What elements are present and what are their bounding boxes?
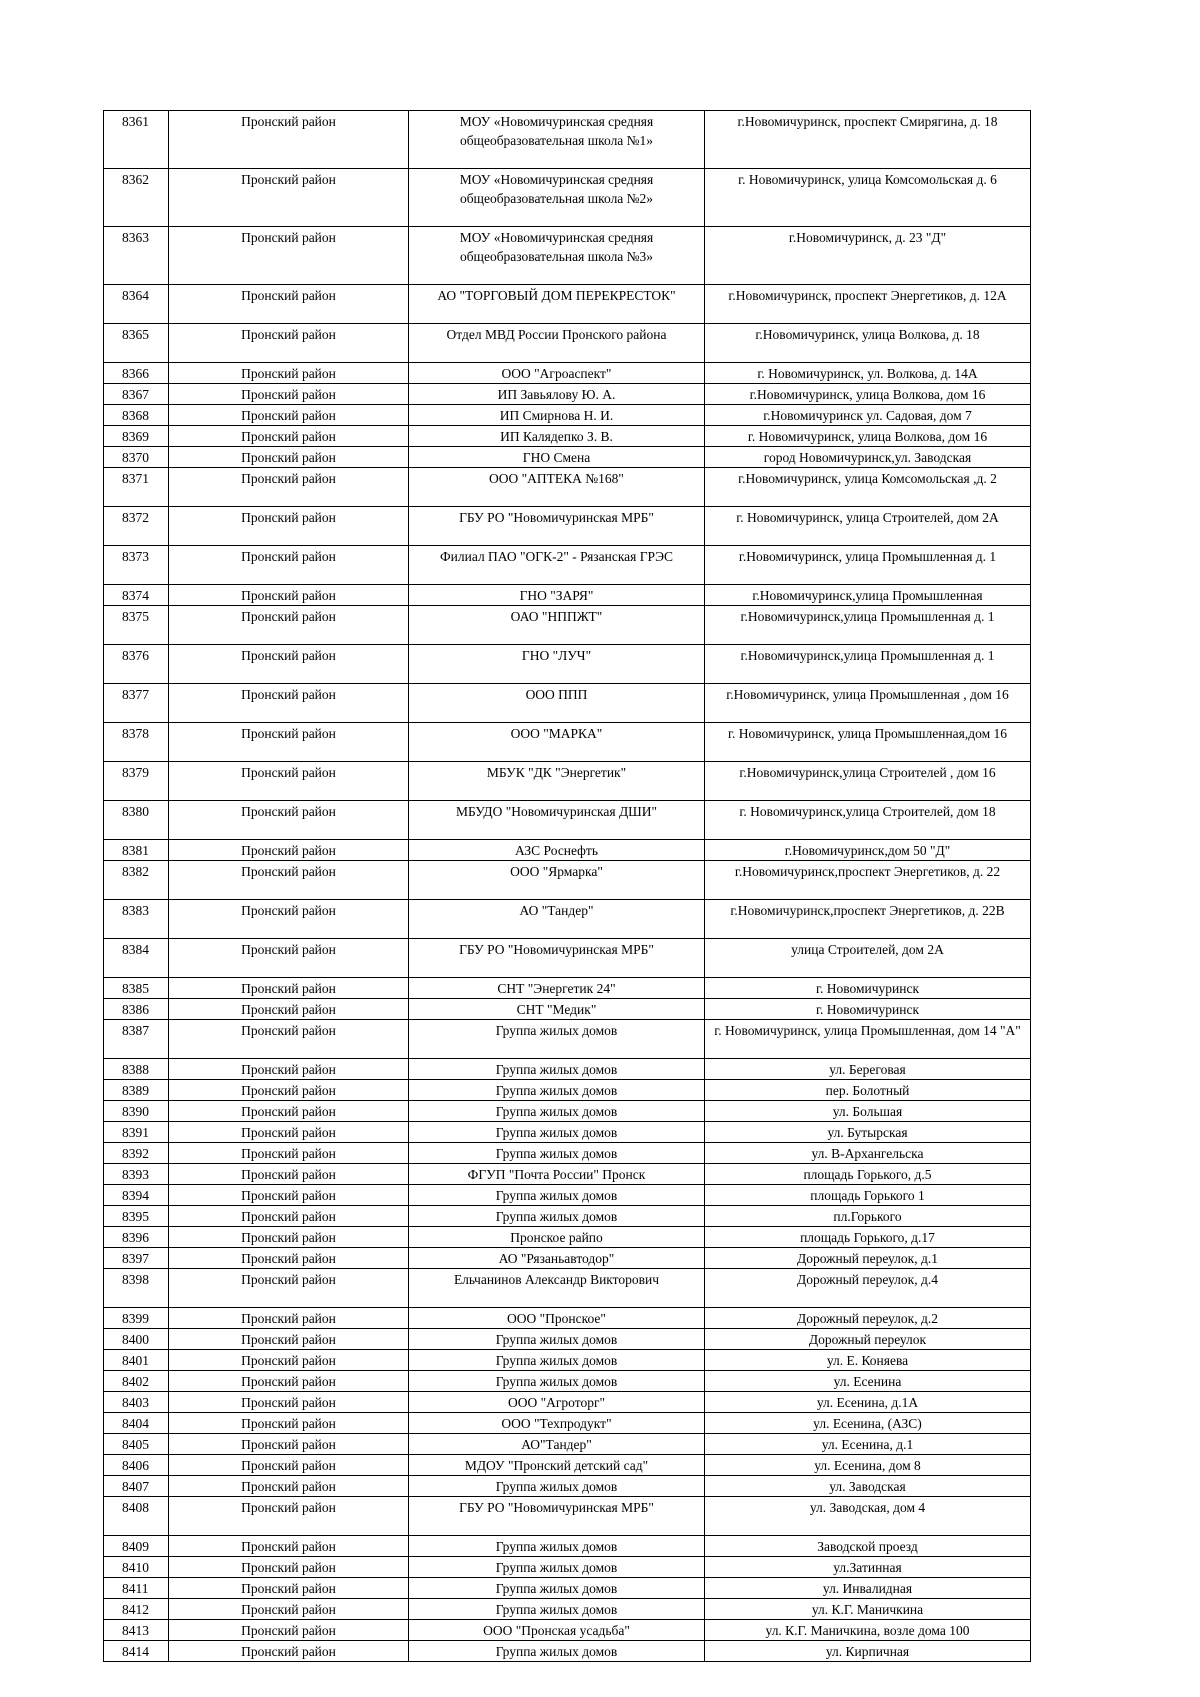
organization-cell: Группа жилых домов [409,1020,705,1059]
records-table-body [104,111,1031,1662]
address-cell: площадь Горького, д.17 [705,1227,1031,1248]
row-number-cell: 8365 [104,324,169,363]
address-cell: ул. Инвалидная [705,1578,1031,1599]
organization-cell: ГБУ РО "Новомичуринская МРБ" [409,939,705,978]
row-number-cell: 8396 [104,1227,169,1248]
row-number-cell: 8411 [104,1578,169,1599]
table-row [104,447,1031,468]
district-cell: Пронский район [169,1350,409,1371]
organization-cell: ООО ППП [409,684,705,723]
table-row [104,801,1031,840]
address-cell: г.Новомичуринск,дом 50 "Д" [705,840,1031,861]
table-row [104,1536,1031,1557]
organization-cell: ООО "Агроторг" [409,1392,705,1413]
organization-cell: ООО "МАРКА" [409,723,705,762]
organization-cell: ГБУ РО "Новомичуринская МРБ" [409,507,705,546]
organization-cell: Группа жилых домов [409,1059,705,1080]
table-row [104,1059,1031,1080]
table-row [104,227,1031,285]
address-cell: ул. Большая [705,1101,1031,1122]
row-number-cell: 8382 [104,861,169,900]
address-cell: г. Новомичуринск, улица Строителей, дом 2А [705,507,1031,546]
district-cell: Пронский район [169,1020,409,1059]
row-number-cell: 8361 [104,111,169,169]
district-cell: Пронский район [169,684,409,723]
row-number-cell: 8370 [104,447,169,468]
organization-cell: Группа жилых домов [409,1206,705,1227]
district-cell: Пронский район [169,1578,409,1599]
row-number-cell: 8374 [104,585,169,606]
address-cell: г. Новомичуринск [705,999,1031,1020]
table-row [104,285,1031,324]
address-cell: г. Новомичуринск, улица Промышленная, дом 14 "А" [705,1020,1031,1059]
district-cell: Пронский район [169,507,409,546]
address-cell: ул. Заводская, дом 4 [705,1497,1031,1536]
row-number-cell: 8368 [104,405,169,426]
district-cell: Пронский район [169,1476,409,1497]
district-cell: Пронский район [169,1497,409,1536]
table-row [104,1329,1031,1350]
row-number-cell: 8387 [104,1020,169,1059]
table-row [104,1371,1031,1392]
district-cell: Пронский район [169,978,409,999]
district-cell: Пронский район [169,1308,409,1329]
address-cell: г.Новомичуринск,проспект Энергетиков, д. 22В [705,900,1031,939]
address-cell: ул. Бутырская [705,1122,1031,1143]
address-cell: г.Новомичуринск,проспект Энергетиков, д. 22 [705,861,1031,900]
address-cell: пер. Болотный [705,1080,1031,1101]
organization-cell: МОУ «Новомичуринская средняя общеобразовательная школа №2» [409,169,705,227]
address-cell: г.Новомичуринск, улица Промышленная , дом 16 [705,684,1031,723]
district-cell: Пронский район [169,1413,409,1434]
row-number-cell: 8367 [104,384,169,405]
row-number-cell: 8379 [104,762,169,801]
district-cell: Пронский район [169,384,409,405]
row-number-cell: 8364 [104,285,169,324]
district-cell: Пронский район [169,1101,409,1122]
address-cell: ул. Есенина [705,1371,1031,1392]
district-cell: Пронский район [169,468,409,507]
district-cell: Пронский район [169,1455,409,1476]
address-cell: ул. Кирпичная [705,1641,1031,1662]
district-cell: Пронский район [169,405,409,426]
organization-cell: Группа жилых домов [409,1476,705,1497]
table-row [104,1206,1031,1227]
table-row [104,1392,1031,1413]
organization-cell: Группа жилых домов [409,1350,705,1371]
address-cell: Дорожный переулок, д.4 [705,1269,1031,1308]
row-number-cell: 8408 [104,1497,169,1536]
address-cell: Дорожный переулок [705,1329,1031,1350]
organization-cell: ООО "Пронское" [409,1308,705,1329]
row-number-cell: 8373 [104,546,169,585]
row-number-cell: 8398 [104,1269,169,1308]
row-number-cell: 8395 [104,1206,169,1227]
organization-cell: ГНО Смена [409,447,705,468]
table-row [104,1476,1031,1497]
row-number-cell: 8389 [104,1080,169,1101]
organization-cell: ООО "Ярмарка" [409,861,705,900]
district-cell: Пронский район [169,1620,409,1641]
organization-cell: ГБУ РО "Новомичуринская МРБ" [409,1497,705,1536]
address-cell: г.Новомичуринск, улица Промышленная д. 1 [705,546,1031,585]
organization-cell: Группа жилых домов [409,1122,705,1143]
district-cell: Пронский район [169,1434,409,1455]
district-cell: Пронский район [169,762,409,801]
organization-cell: Группа жилых домов [409,1599,705,1620]
district-cell: Пронский район [169,585,409,606]
row-number-cell: 8412 [104,1599,169,1620]
table-row [104,606,1031,645]
organization-cell: МОУ «Новомичуринская средняя общеобразовательная школа №1» [409,111,705,169]
organization-cell: ГНО "ЗАРЯ" [409,585,705,606]
organization-cell: Пронское райпо [409,1227,705,1248]
district-cell: Пронский район [169,645,409,684]
address-cell: г. Новомичуринск,улица Строителей, дом 18 [705,801,1031,840]
organization-cell: ООО "Агроаспект" [409,363,705,384]
address-cell: пл.Горького [705,1206,1031,1227]
table-row [104,426,1031,447]
table-row [104,1455,1031,1476]
address-cell: город Новомичуринск,ул. Заводская [705,447,1031,468]
district-cell: Пронский район [169,1059,409,1080]
address-cell: площадь Горького, д.5 [705,1164,1031,1185]
table-row [104,546,1031,585]
district-cell: Пронский район [169,227,409,285]
table-row [104,507,1031,546]
row-number-cell: 8403 [104,1392,169,1413]
district-cell: Пронский район [169,606,409,645]
organization-cell: Группа жилых домов [409,1185,705,1206]
row-number-cell: 8386 [104,999,169,1020]
organization-cell: МБУК "ДК "Энергетик" [409,762,705,801]
table-row [104,1248,1031,1269]
district-cell: Пронский район [169,723,409,762]
district-cell: Пронский район [169,1164,409,1185]
organization-cell: МБУДО "Новомичуринская ДШИ" [409,801,705,840]
table-row [104,645,1031,684]
organization-cell: АО "Рязаньавтодор" [409,1248,705,1269]
row-number-cell: 8383 [104,900,169,939]
address-cell: г.Новомичуринск, проспект Энергетиков, д. 12А [705,285,1031,324]
table-row [104,324,1031,363]
district-cell: Пронский район [169,1371,409,1392]
address-cell: г.Новомичуринск,улица Промышленная д. 1 [705,645,1031,684]
district-cell: Пронский район [169,111,409,169]
address-cell: Заводской проезд [705,1536,1031,1557]
address-cell: г.Новомичуринск,улица Строителей , дом 16 [705,762,1031,801]
row-number-cell: 8404 [104,1413,169,1434]
district-cell: Пронский район [169,285,409,324]
row-number-cell: 8369 [104,426,169,447]
table-row [104,1164,1031,1185]
organization-cell: Группа жилых домов [409,1371,705,1392]
address-cell: площадь Горького 1 [705,1185,1031,1206]
address-cell: ул. В-Архангельска [705,1143,1031,1164]
district-cell: Пронский район [169,1329,409,1350]
organization-cell: Ельчанинов Александр Викторович [409,1269,705,1308]
organization-cell: ИП Завьялову Ю. А. [409,384,705,405]
row-number-cell: 8372 [104,507,169,546]
district-cell: Пронский район [169,1248,409,1269]
table-row [104,1641,1031,1662]
district-cell: Пронский район [169,939,409,978]
organization-cell: Филиал ПАО "ОГК-2" - Рязанская ГРЭС [409,546,705,585]
organization-cell: АО"Тандер" [409,1434,705,1455]
table-row [104,861,1031,900]
table-row [104,939,1031,978]
table-row [104,1080,1031,1101]
table-row [104,1269,1031,1308]
table-row [104,999,1031,1020]
row-number-cell: 8399 [104,1308,169,1329]
row-number-cell: 8414 [104,1641,169,1662]
organization-cell: Группа жилых домов [409,1557,705,1578]
district-cell: Пронский район [169,1599,409,1620]
organization-cell: МОУ «Новомичуринская средняя общеобразовательная школа №3» [409,227,705,285]
district-cell: Пронский район [169,840,409,861]
address-cell: г.Новомичуринск, проспект Смирягина, д. 18 [705,111,1031,169]
table-row [104,1227,1031,1248]
table-row [104,1350,1031,1371]
row-number-cell: 8375 [104,606,169,645]
organization-cell: ИП Смирнова Н. И. [409,405,705,426]
row-number-cell: 8366 [104,363,169,384]
row-number-cell: 8410 [104,1557,169,1578]
row-number-cell: 8394 [104,1185,169,1206]
row-number-cell: 8400 [104,1329,169,1350]
district-cell: Пронский район [169,1557,409,1578]
organization-cell: Группа жилых домов [409,1080,705,1101]
organization-cell: Группа жилых домов [409,1143,705,1164]
records-table [103,110,1031,1662]
address-cell: ул. Есенина, д.1 [705,1434,1031,1455]
address-cell: г. Новомичуринск, улица Промышленная,дом 16 [705,723,1031,762]
row-number-cell: 8407 [104,1476,169,1497]
district-cell: Пронский район [169,1536,409,1557]
district-cell: Пронский район [169,1143,409,1164]
table-row [104,1620,1031,1641]
table-row [104,1143,1031,1164]
row-number-cell: 8388 [104,1059,169,1080]
address-cell: ул. Заводская [705,1476,1031,1497]
district-cell: Пронский район [169,546,409,585]
row-number-cell: 8409 [104,1536,169,1557]
table-row [104,585,1031,606]
address-cell: ул. Есенина, д.1А [705,1392,1031,1413]
table-row [104,1122,1031,1143]
organization-cell: Группа жилых домов [409,1101,705,1122]
address-cell: г. Новомичуринск, ул. Волкова, д. 14А [705,363,1031,384]
row-number-cell: 8406 [104,1455,169,1476]
district-cell: Пронский район [169,363,409,384]
row-number-cell: 8392 [104,1143,169,1164]
address-cell: г.Новомичуринск,улица Промышленная [705,585,1031,606]
row-number-cell: 8378 [104,723,169,762]
organization-cell: ГНО "ЛУЧ" [409,645,705,684]
address-cell: г.Новомичуринск, улица Волкова, д. 18 [705,324,1031,363]
address-cell: ул. Есенина, (АЗС) [705,1413,1031,1434]
address-cell: Дорожный переулок, д.2 [705,1308,1031,1329]
row-number-cell: 8377 [104,684,169,723]
district-cell: Пронский район [169,1392,409,1413]
address-cell: г.Новомичуринск, улица Волкова, дом 16 [705,384,1031,405]
table-row [104,1434,1031,1455]
address-cell: г.Новомичуринск, улица Комсомольская ,д. 2 [705,468,1031,507]
district-cell: Пронский район [169,861,409,900]
table-row [104,1599,1031,1620]
table-row [104,684,1031,723]
address-cell: г.Новомичуринск ул. Садовая, дом 7 [705,405,1031,426]
organization-cell: ОАО "НППЖТ" [409,606,705,645]
district-cell: Пронский район [169,324,409,363]
row-number-cell: 8362 [104,169,169,227]
table-row [104,363,1031,384]
row-number-cell: 8390 [104,1101,169,1122]
row-number-cell: 8393 [104,1164,169,1185]
table-row [104,978,1031,999]
table-row [104,723,1031,762]
table-row [104,1578,1031,1599]
organization-cell: СНТ "Медик" [409,999,705,1020]
address-cell: г.Новомичуринск,улица Промышленная д. 1 [705,606,1031,645]
organization-cell: Отдел МВД России Пронского района [409,324,705,363]
address-cell: ул. Е. Коняева [705,1350,1031,1371]
organization-cell: ФГУП "Почта России" Пронск [409,1164,705,1185]
row-number-cell: 8401 [104,1350,169,1371]
district-cell: Пронский район [169,1080,409,1101]
address-cell: г. Новомичуринск [705,978,1031,999]
table-row [104,1020,1031,1059]
organization-cell: Группа жилых домов [409,1536,705,1557]
table-row [104,111,1031,169]
row-number-cell: 8371 [104,468,169,507]
organization-cell: Группа жилых домов [409,1329,705,1350]
table-row [104,468,1031,507]
row-number-cell: 8405 [104,1434,169,1455]
organization-cell: ИП Калядепко З. В. [409,426,705,447]
table-row [104,169,1031,227]
district-cell: Пронский район [169,1641,409,1662]
organization-cell: Группа жилых домов [409,1578,705,1599]
table-row [104,840,1031,861]
table-row [104,900,1031,939]
organization-cell: АО "ТОРГОВЫЙ ДОМ ПЕРЕКРЕСТОК" [409,285,705,324]
organization-cell: ООО "АПТЕКА №168" [409,468,705,507]
table-row [104,405,1031,426]
row-number-cell: 8380 [104,801,169,840]
organization-cell: ООО "Пронская усадьба" [409,1620,705,1641]
row-number-cell: 8402 [104,1371,169,1392]
row-number-cell: 8397 [104,1248,169,1269]
organization-cell: ООО "Техпродукт" [409,1413,705,1434]
district-cell: Пронский район [169,900,409,939]
organization-cell: МДОУ "Пронский детский сад" [409,1455,705,1476]
address-cell: ул. К.Г. Маничкина [705,1599,1031,1620]
table-row [104,762,1031,801]
district-cell: Пронский район [169,1227,409,1248]
row-number-cell: 8413 [104,1620,169,1641]
organization-cell: АЗС Роснефть [409,840,705,861]
district-cell: Пронский район [169,1185,409,1206]
row-number-cell: 8363 [104,227,169,285]
address-cell: ул. Береговая [705,1059,1031,1080]
district-cell: Пронский район [169,1122,409,1143]
address-cell: ул. К.Г. Маничкина, возле дома 100 [705,1620,1031,1641]
district-cell: Пронский район [169,801,409,840]
organization-cell: СНТ "Энергетик 24" [409,978,705,999]
district-cell: Пронский район [169,426,409,447]
row-number-cell: 8384 [104,939,169,978]
district-cell: Пронский район [169,169,409,227]
district-cell: Пронский район [169,999,409,1020]
district-cell: Пронский район [169,1269,409,1308]
row-number-cell: 8385 [104,978,169,999]
table-row [104,1413,1031,1434]
address-cell: г. Новомичуринск, улица Комсомольская д. 6 [705,169,1031,227]
address-cell: улица Строителей, дом 2А [705,939,1031,978]
address-cell: г.Новомичуринск, д. 23 "Д" [705,227,1031,285]
organization-cell: Группа жилых домов [409,1641,705,1662]
district-cell: Пронский район [169,1206,409,1227]
address-cell: ул. Есенина, дом 8 [705,1455,1031,1476]
table-row [104,384,1031,405]
organization-cell: АО "Тандер" [409,900,705,939]
row-number-cell: 8391 [104,1122,169,1143]
table-row [104,1185,1031,1206]
table-row [104,1557,1031,1578]
address-cell: ул.Затинная [705,1557,1031,1578]
address-cell: г. Новомичуринск, улица Волкова, дом 16 [705,426,1031,447]
table-row [104,1497,1031,1536]
table-row [104,1308,1031,1329]
table-row [104,1101,1031,1122]
address-cell: Дорожный переулок, д.1 [705,1248,1031,1269]
district-cell: Пронский район [169,447,409,468]
row-number-cell: 8376 [104,645,169,684]
row-number-cell: 8381 [104,840,169,861]
